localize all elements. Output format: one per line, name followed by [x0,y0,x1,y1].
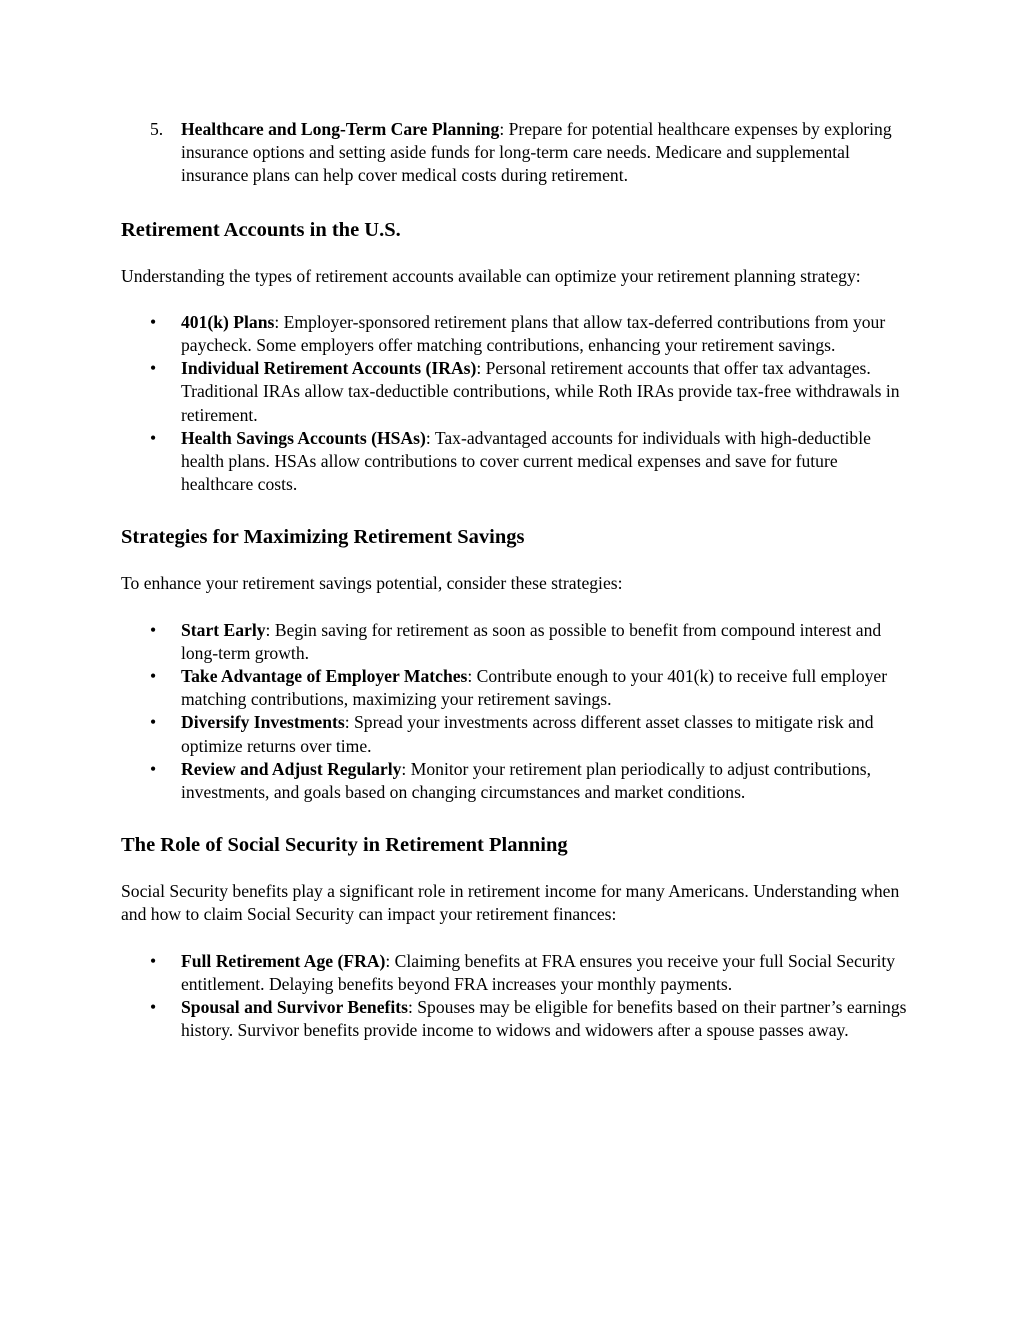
list-item-term: 401(k) Plans [181,311,275,332]
list-item [121,357,911,427]
list-item [121,311,911,357]
list-item [121,950,911,996]
bullet-icon: • [150,666,157,687]
list-item-text: : Spread your investments across different asset classes to mitigate risk and optimize returns over time. [181,712,874,756]
list-item-term: Start Early [181,619,266,640]
bullet-icon: • [150,712,157,733]
list-item [121,758,911,804]
bullet-icon: • [150,950,157,971]
section-heading: Strategies for Maximizing Retirement Savings [121,526,525,549]
bullet-icon: • [150,758,157,779]
list-item [121,711,911,757]
section-intro: Understanding the types of retirement accounts available can optimize your retirement planning strategy: [121,265,861,286]
list-item [121,619,911,665]
list-item-term: Review and Adjust Regularly [181,758,402,779]
list-item-term: Individual Retirement Accounts (IRAs) [181,358,477,379]
bullet-list [121,619,911,805]
list-item-text: : Claiming benefits at FRA ensures you receive your full Social Security entitlement. Delaying benefits beyond FRA increases your monthly payments. [181,950,896,994]
list-number: 5. [150,119,164,139]
list-item-text: : Employer-sponsored retirement plans that allow tax-deferred contributions from your paycheck. Some employers offer matching contributions, enhancing your retirement savings. [181,311,886,356]
bullet-list [121,311,911,497]
list-item-text: : Personal retirement accounts that offer tax advantages. Traditional IRAs allow tax-deductible contributions, while Roth IRAs provide tax-free withdrawals in retirement. [181,358,900,425]
list-item-term: Take Advantage of Employer Matches [181,666,468,687]
numbered-list-item [121,118,911,188]
bullet-icon: • [150,427,157,448]
list-item-text: : Tax-advantaged accounts for individuals with high-deductible health plans. HSAs allow contributions to cover current medical expenses and save for future healthcare costs. [181,427,871,495]
list-item [121,665,911,711]
bullet-icon: • [150,358,157,379]
list-item-text: : Begin saving for retirement as soon as possible to benefit from compound interest and long-term growth. [181,619,882,663]
document-page [121,118,911,1042]
list-item-text: : Monitor your retirement plan periodically to adjust contributions, investments, and goals based on changing circumstances and market conditions. [181,758,871,803]
bullet-icon: • [150,619,157,640]
list-item [121,996,911,1042]
section-intro: Social Security benefits play a significant role in retirement income for many Americans. Understanding when and how to claim Social Security can impact your retirement finances: [121,881,900,925]
list-item-text: : Spouses may be eligible for benefits based on their partner’s earnings history. Survivor benefits provide income to widows and widowers after a spouse passes away. [181,997,907,1041]
list-item-text: : Prepare for potential healthcare expenses by exploring insurance options and setting aside funds for long-term care needs. Medicare and supplemental insurance plans can help cover medical costs during retirement. [181,119,892,186]
list-item-term: Diversify Investments [181,712,345,733]
section-heading: The Role of Social Security in Retirement Planning [121,834,568,857]
list-item-term: Health Savings Accounts (HSAs) [181,427,426,448]
list-item [121,427,911,497]
list-item-term: Spousal and Survivor Benefits [181,997,408,1018]
bullet-list [121,950,911,1043]
list-item-term: Healthcare and Long-Term Care Planning [181,119,500,139]
section-intro: To enhance your retirement savings potential, consider these strategies: [121,573,623,594]
bullet-icon: • [150,311,157,332]
list-item-text: : Contribute enough to your 401(k) to receive full employer matching contributions, maximizing your retirement savings. [181,666,888,710]
section-heading: Retirement Accounts in the U.S. [121,218,401,241]
list-item-term: Full Retirement Age (FRA) [181,950,386,971]
bullet-icon: • [150,997,157,1018]
